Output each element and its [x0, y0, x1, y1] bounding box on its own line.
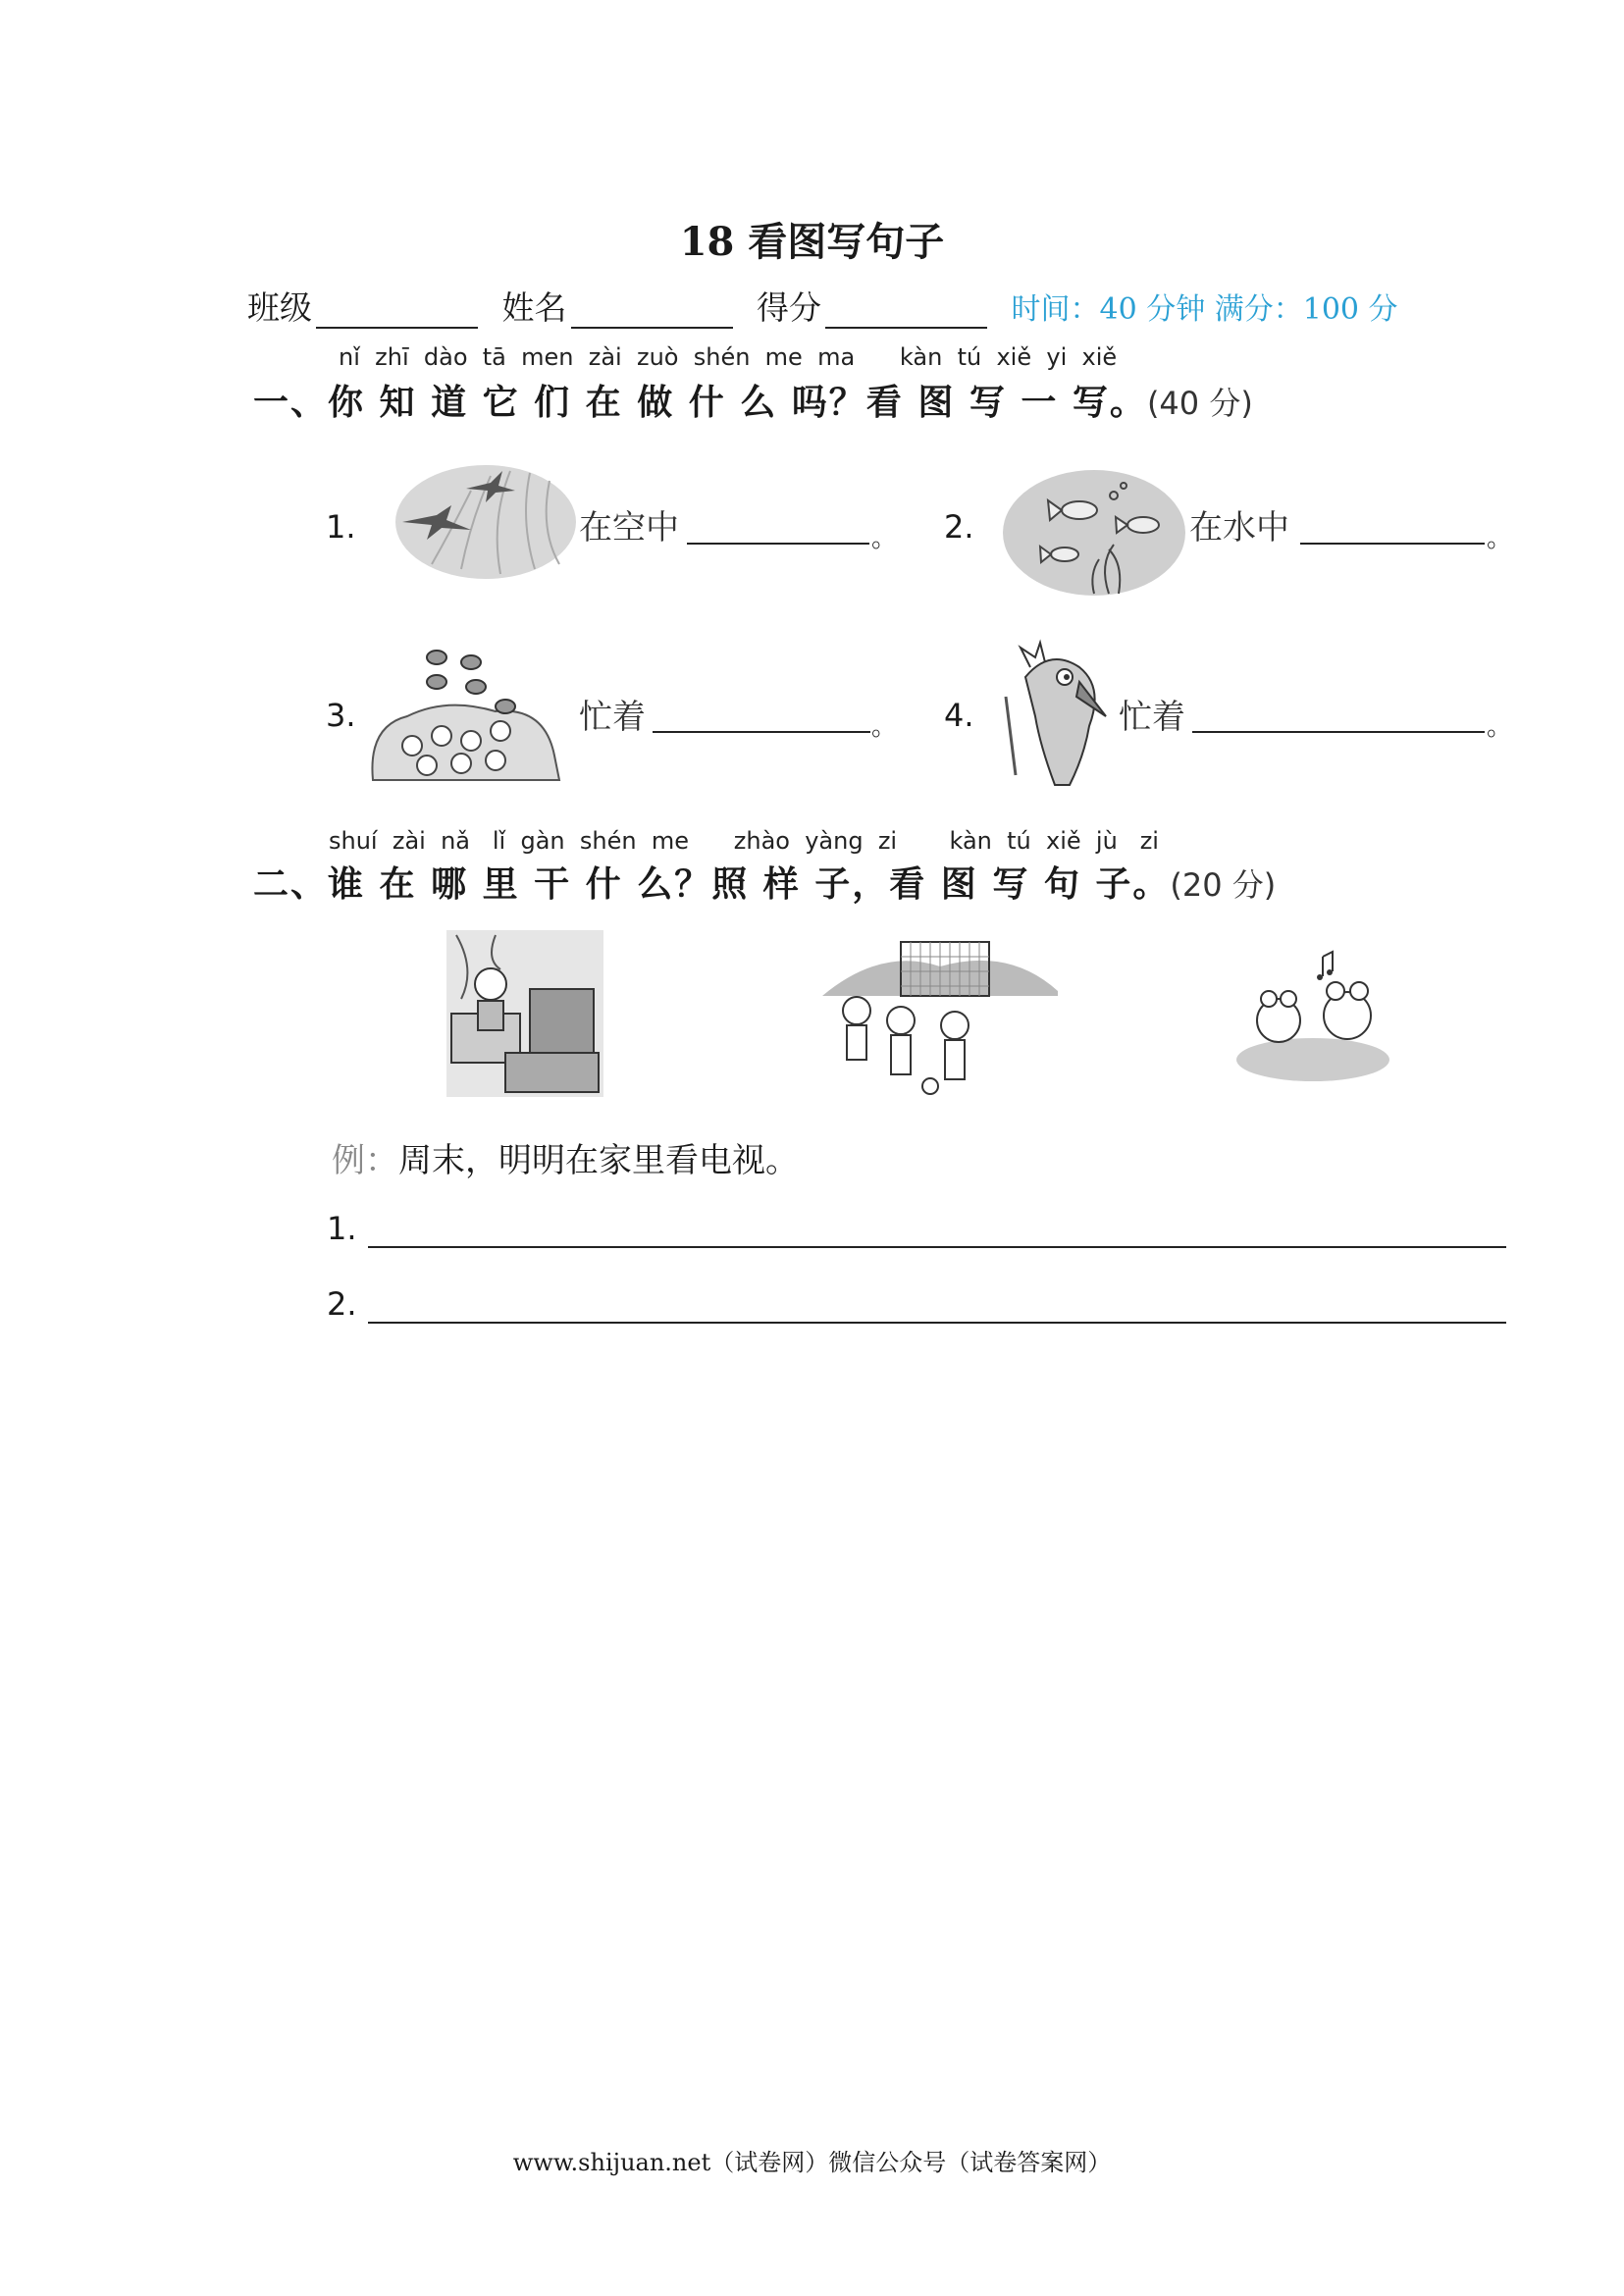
section1-heading [253, 375, 1253, 425]
item-text: 忙着 [579, 698, 646, 737]
example-sentence [332, 1133, 799, 1181]
answer-line[interactable] [687, 543, 869, 545]
section1-label: 一、你 知 道 它 们 在 做 什 么 吗？看 图 写 一 写。 [253, 383, 1147, 423]
info-row [247, 283, 1398, 329]
name-label: 姓名 [501, 288, 567, 327]
score-label: 得分 [757, 288, 821, 327]
section2-score: (20 分) [1170, 866, 1277, 904]
name-field[interactable] [571, 297, 733, 329]
item-text: 忙着 [1119, 698, 1185, 737]
item-number: 3. [326, 697, 356, 734]
footer-text: www.shijuan.net（试卷网）微信公众号（试卷答案网） [512, 2149, 1112, 2176]
section2-heading [253, 857, 1276, 907]
section2-pinyin: shuí zài nǎ lǐ gàn shén me zhào yàng zi kàn tú xiě jù zi [329, 827, 1159, 855]
answer-line[interactable] [368, 1322, 1506, 1324]
item-number: 4. [944, 697, 974, 734]
answer-line[interactable] [368, 1246, 1506, 1248]
example-label: 例： [332, 1141, 398, 1180]
page-title: 18 看图写句子 [679, 219, 945, 265]
item-end: 。 [1487, 524, 1513, 553]
answer-line[interactable] [1300, 543, 1485, 545]
class-label: 班级 [247, 288, 312, 327]
fish-pond-icon [1001, 466, 1187, 599]
item-number: 2. [944, 508, 974, 546]
boy-watching-tv-icon [446, 930, 603, 1097]
frogs-singing-icon [1234, 942, 1396, 1089]
item-text: 在水中 [1189, 508, 1289, 548]
section1-score: (40 分) [1146, 385, 1253, 422]
item-text: 在空中 [579, 508, 679, 548]
item-end: 。 [1487, 712, 1513, 742]
bees-flowers-icon [368, 638, 564, 785]
section2-label: 二、谁 在 哪 里 干 什 么？照 样 子，看 图 写 句 子。 [253, 864, 1171, 905]
woodpecker-icon [996, 638, 1109, 790]
answer-number: 2. [327, 1285, 357, 1323]
class-field[interactable] [316, 297, 478, 329]
swallow-willow-icon [393, 461, 579, 584]
item-number: 1. [326, 508, 356, 546]
answer-number: 1. [327, 1210, 357, 1247]
item-end: 。 [871, 524, 898, 553]
score-field[interactable] [825, 297, 987, 329]
answer-line[interactable] [1192, 731, 1485, 733]
answer-line[interactable] [653, 731, 870, 733]
example-text: 周末，明明在家里看电视。 [398, 1141, 799, 1180]
time-score-meta: 时间：40 分钟 满分：100 分 [1011, 292, 1398, 327]
section1-pinyin: nǐ zhī dào tā men zài zuò shén me ma kàn tú xiě yi xiě [339, 343, 1118, 371]
kids-playing-soccer-icon [822, 937, 1058, 1099]
item-end: 。 [871, 712, 898, 742]
